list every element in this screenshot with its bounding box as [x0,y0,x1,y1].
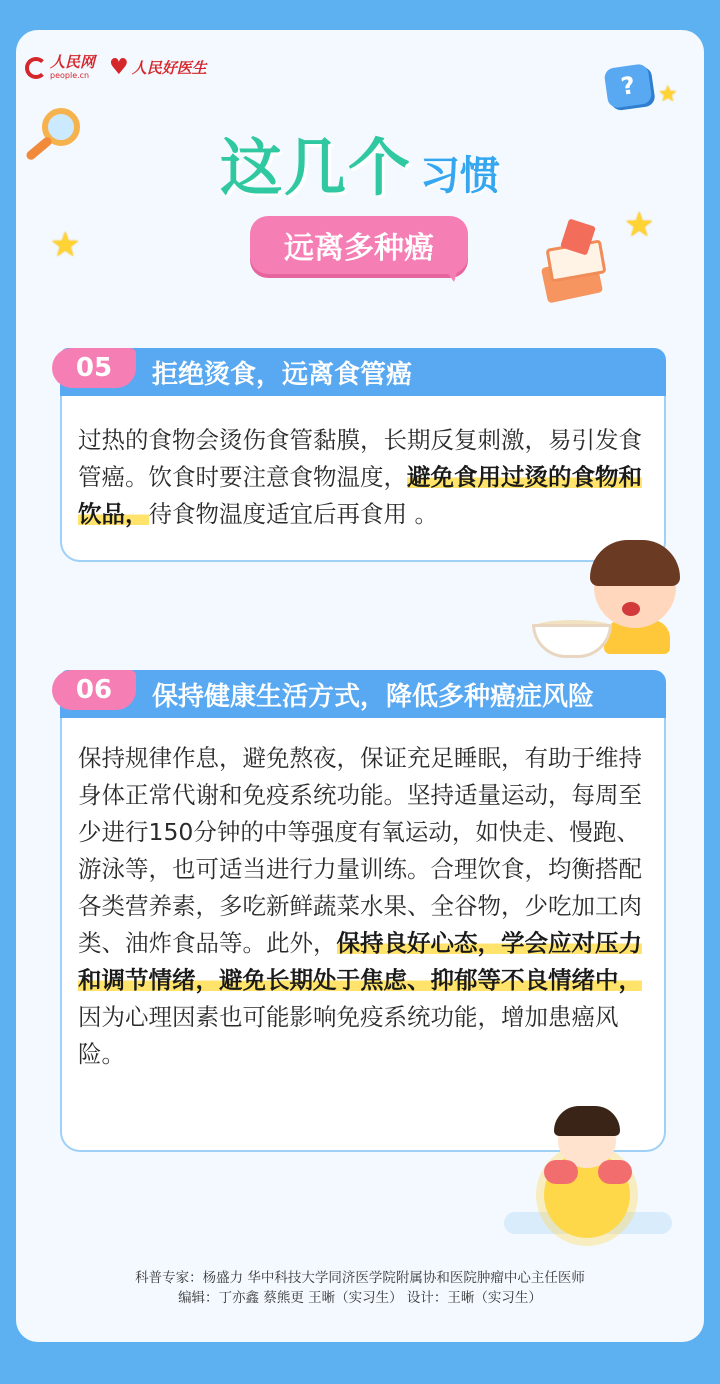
section-06-highlight: 保持良好心态，学会应对压力和调节情绪，避免长期处于焦虑、抑郁等不良情绪中， [78,929,642,994]
title-main: 这几个 [219,131,412,204]
section-06-heading: 保持健康生活方式，降低多种癌症风险 [152,681,595,712]
credits-editors: 编辑：丁亦鑫 蔡熊更 王晰（实习生） 设计：王晰（实习生） [178,1290,542,1306]
child-eating-hot-food-illustration [530,540,680,665]
credits [0,1268,720,1308]
happy-girl-sun-illustration [500,1100,676,1250]
page-title [0,118,720,207]
people-cn-logo-en: people.cn [50,71,90,80]
star-icon: ★ [50,225,81,265]
people-cn-logo-icon [25,57,47,79]
credits-expert: 科普专家：杨盛力 华中科技大学同济医学院附属协和医院肿瘤中心主任医师 [135,1270,585,1286]
book-icon [540,222,612,306]
good-doctor-logo [109,54,207,80]
section-05-text-b: 待食物温度适宜后再食用 。 [148,500,438,528]
heart-icon: ♥ [109,54,129,80]
title-sub: 习惯 [420,153,500,199]
section-05-body [78,422,658,533]
section-05-header [60,348,666,396]
section-06-text-a: 保持规律作息，避免熬夜，保证充足睡眠，有助于维持身体正常代谢和免疫系统功能。坚持适量运动，每周至少进行150分钟的中等强度有氧运动，如快走、慢跑、游泳等，也可适当进行力量训练。合理饮食，均衡搭配各类营养素，多吃新鲜蔬菜水果、全谷物，少吃加工肉类、油炸食品等。此外， [78,744,642,957]
good-doctor-logo-text: 人民好医生 [131,59,207,77]
star-icon: ★ [624,205,655,245]
people-cn-logo [25,55,95,80]
logo-bar [25,55,207,80]
section-06-number-tag: 06 [52,670,136,710]
people-cn-logo-cn: 人民网 [50,53,96,71]
star-icon: ★ [658,82,678,107]
section-05-heading: 拒绝烫食，远离食管癌 [152,359,413,390]
section-06-text-b: 因为心理因素也可能影响免疫系统功能，增加患癌风险。 [78,1003,619,1068]
subtitle-pill: 远离多种癌 [250,216,468,274]
section-05-text-a: 过热的食物会烫伤食管黏膜，长期反复刺激，易引发食管癌。饮食时要注意食物温度， [78,426,642,491]
section-06-header [60,670,666,718]
section-05-highlight: 避免食用过烫的食物和饮品， [78,463,642,528]
question-bubble-icon: ? [603,63,652,109]
pill-tail [440,262,460,282]
section-06-body [78,740,658,1073]
section-05-number-tag: 05 [52,348,136,388]
